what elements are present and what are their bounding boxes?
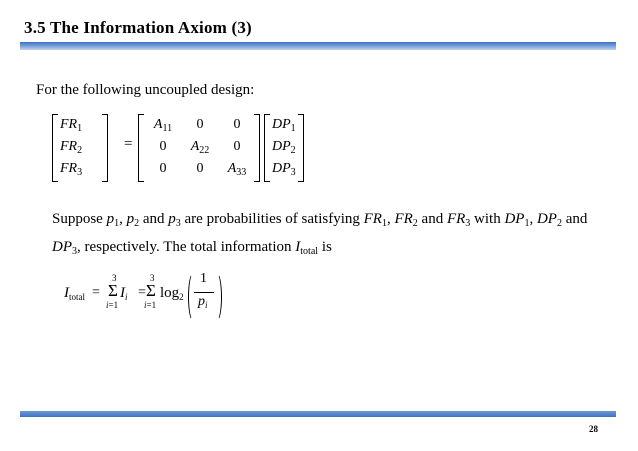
left-bracket bbox=[138, 114, 144, 182]
equals-sign: = bbox=[124, 136, 133, 152]
total-information-formula bbox=[64, 269, 264, 325]
dp-vector-entry: $DP_3$ bbox=[272, 161, 296, 178]
paragraph-line-2: $DP_3$, respectively. The total information $I_{total}$ is bbox=[52, 239, 332, 257]
page-title: 3.5 The Information Axiom (3) bbox=[24, 18, 252, 37]
fr-vector-entry: $FR_3$ bbox=[60, 161, 83, 178]
sum-lower-limit: i=1 bbox=[144, 300, 157, 310]
matrix-cell: $A_{11}$ bbox=[153, 117, 173, 134]
formula-I-i: $I_i$ bbox=[120, 285, 128, 302]
paragraph-line-1: Suppose $p_1$, $p_2$ and $p_3$ are probabilities of satisfying $FR_1$, $FR_2$ and $FR_3$ with $DP_1$, $DP_2$ and bbox=[52, 211, 588, 229]
formula-equals: = bbox=[92, 285, 100, 300]
matrix-cell: $A_{33}$ bbox=[227, 161, 247, 178]
matrix-cell: 0 bbox=[233, 139, 241, 154]
right-bracket bbox=[298, 114, 304, 182]
matrix-cell: 0 bbox=[196, 117, 204, 132]
left-paren bbox=[188, 273, 198, 321]
fraction-numerator: 1 bbox=[200, 271, 207, 286]
page-number: 28 bbox=[589, 424, 598, 434]
left-bracket bbox=[52, 114, 58, 182]
sigma-symbol: Σ bbox=[108, 281, 118, 300]
matrix-cell: 0 bbox=[196, 161, 204, 176]
dp-vector-entry: $DP_1$ bbox=[272, 117, 296, 134]
right-bracket bbox=[102, 114, 108, 182]
fr-vector-entry: $FR_1$ bbox=[60, 117, 83, 134]
fraction-denominator: $p_i$ bbox=[198, 294, 208, 310]
right-paren bbox=[212, 273, 222, 321]
matrix-cell: 0 bbox=[159, 161, 167, 176]
sum-lower-limit: i=1 bbox=[106, 300, 119, 310]
right-bracket bbox=[254, 114, 260, 182]
log-function: $\log_2$ bbox=[160, 285, 184, 302]
footer-rule bbox=[20, 411, 616, 417]
sum-upper-limit: 3 bbox=[112, 273, 117, 283]
left-bracket bbox=[264, 114, 270, 182]
dp-vector-entry: $DP_2$ bbox=[272, 139, 296, 156]
formula-I-total: $I_{total}$ bbox=[64, 285, 85, 302]
matrix-cell: 0 bbox=[233, 117, 241, 132]
formula-equals: = bbox=[138, 285, 146, 300]
sigma-symbol: Σ bbox=[146, 281, 156, 300]
fr-vector-entry: $FR_2$ bbox=[60, 139, 83, 156]
matrix-cell: $A_{22}$ bbox=[190, 139, 210, 156]
sum-upper-limit: 3 bbox=[150, 273, 155, 283]
intro-text: For the following uncoupled design: bbox=[36, 82, 255, 98]
matrix-cell: 0 bbox=[159, 139, 167, 154]
title-rule bbox=[20, 42, 616, 50]
fraction-bar bbox=[194, 292, 214, 293]
